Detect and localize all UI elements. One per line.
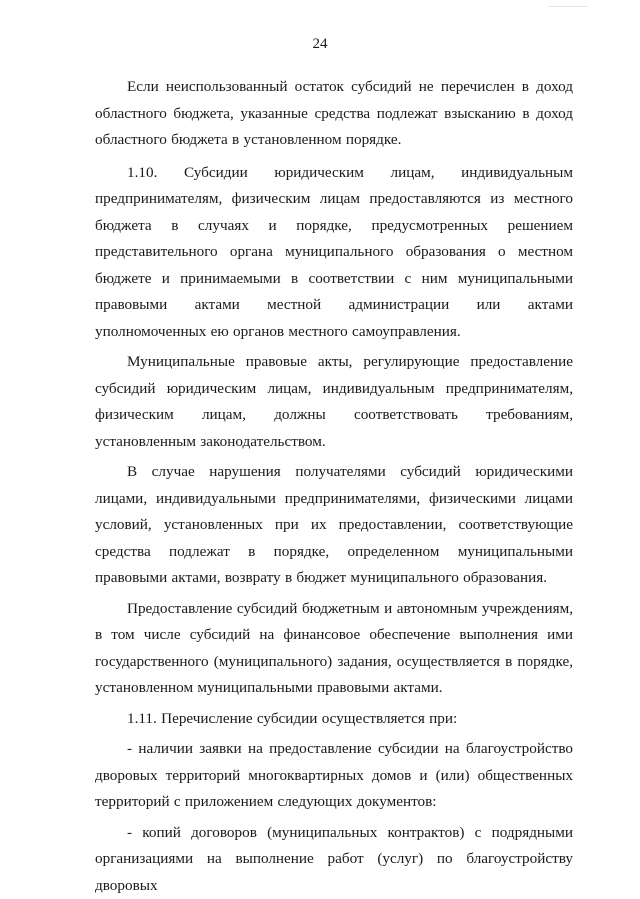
paragraph-1-10-subsidies: 1.10. Субсидии юридическим лицам, индивидуальным предпринимателям, физическим лицам предоставляются из местного бюджета в случаях и порядке, предусмотренных решением представительного органа муниципального образования о местном бюджете и принимаемыми в соответствии с ним муниципальными правовыми актами местной администрации или актами уполномоченных ею органов местного самоуправления. [95,160,573,346]
scan-artifact [548,6,588,7]
paragraph-1-11-transfer: 1.11. Перечисление субсидии осуществляется при: [95,706,573,733]
paragraph-violation-return: В случае нарушения получателями субсидий юридическими лицами, индивидуальными предпринимателями, физическими лицами условий, установленных при их предоставлении, соответствующие средства подлежат в порядке, определенном муниципальными правовыми актами, возврату в бюджет муниципального образования. [95,459,573,592]
page-number: 24 [67,0,573,53]
list-item-application: - наличии заявки на предоставление субсидии на благоустройство дворовых территорий многоквартирных домов и (или) общественных территорий с приложением следующих документов: [95,736,573,816]
paragraph-unused-subsidy-balance: Если неиспользованный остаток субсидий не перечислен в доход областного бюджета, указанные средства подлежат взысканию в доход областного бюджета в установленном порядке. [95,74,573,154]
paragraph-municipal-legal-acts: Муниципальные правовые акты, регулирующие предоставление субсидий юридическим лицам, индивидуальным предпринимателям, физическим лицам, должны соответствовать требованиям, установленным законодательством. [95,349,573,455]
paragraph-budget-institutions: Предоставление субсидий бюджетным и автономным учреждениям, в том числе субсидий на финансовое обеспечение выполнения ими государственного (муниципального) задания, осуществляется в порядке, установленном муниципальными правовыми актами. [95,596,573,702]
list-item-contract-copies: - копий договоров (муниципальных контрактов) с подрядными организациями на выполнение работ (услуг) по благоустройству дворовых [95,820,573,899]
